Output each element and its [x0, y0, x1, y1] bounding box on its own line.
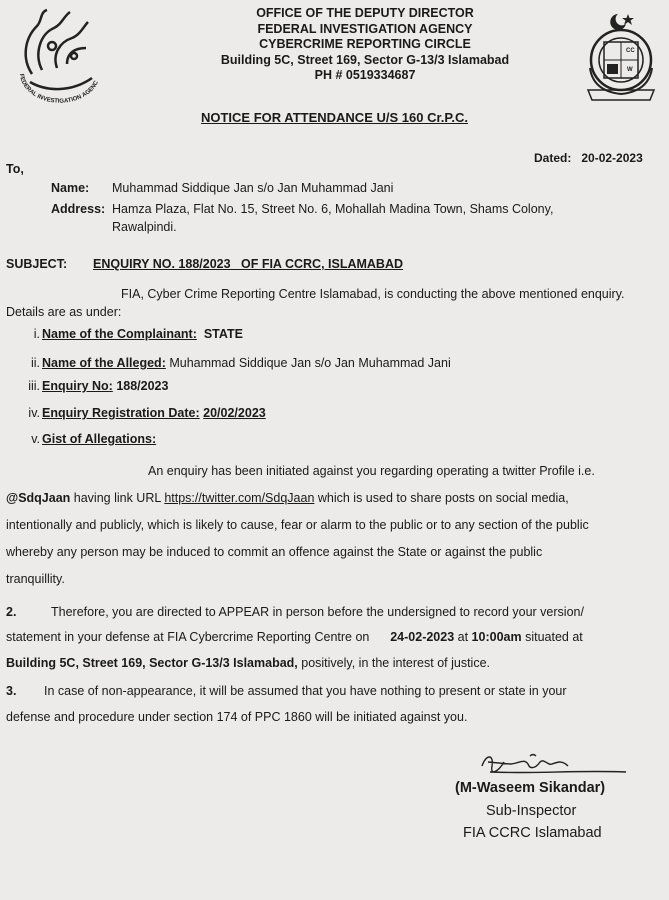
- detail-num: i.: [33, 327, 40, 341]
- signature-scribble-icon: [470, 748, 630, 784]
- address-label: Address:: [51, 202, 106, 216]
- appearance-location: Building 5C, Street 169, Sector G-13/3 Islamabad,: [6, 656, 298, 670]
- dated-value: 20-02-2023: [581, 151, 643, 165]
- detail-value: 20/02/2023: [203, 406, 266, 420]
- intro-line-1: FIA, Cyber Crime Reporting Centre Islamabad, is conducting the above mentioned enquiry.: [121, 287, 625, 301]
- para-3-line-1: In case of non-appearance, it will be assumed that you have nothing to present or state in your: [44, 684, 567, 698]
- gist-line-3: intentionally and publicly, which is likely to cause, fear or alarm to the public or to any section of the public: [6, 518, 589, 532]
- twitter-url-link[interactable]: https://twitter.com/SdqJaan: [164, 491, 315, 505]
- gist-line-5: tranquillity.: [6, 572, 65, 586]
- detail-num: v.: [31, 432, 40, 446]
- detail-label: Name of the Complainant:: [42, 327, 197, 341]
- detail-label: Enquiry No:: [42, 379, 113, 393]
- para-2-text: positively, in the interest of justice.: [297, 656, 490, 670]
- gist-text: having link URL: [70, 491, 165, 505]
- header-line-3: CYBERCRIME REPORTING CIRCLE: [259, 37, 471, 51]
- gist-text: which is used to share posts on social media,: [314, 491, 569, 505]
- para-3-line-2: defense and procedure under section 174 of PPC 1860 will be initiated against you.: [6, 710, 468, 724]
- dated-line: [534, 151, 643, 165]
- gist-line-1: An enquiry has been initiated against you regarding operating a twitter Profile i.e.: [148, 464, 595, 478]
- detail-value: Muhammad Siddique Jan s/o Jan Muhammad Jani: [169, 356, 451, 370]
- ccw-crest-icon: [582, 8, 660, 104]
- dated-label: Dated:: [534, 151, 572, 165]
- detail-value: 188/2023: [116, 379, 169, 393]
- left-seal-text: FEDERAL INVESTIGATION AGENC: [17, 73, 100, 104]
- detail-value: STATE: [203, 327, 243, 341]
- detail-num: iii.: [28, 379, 40, 393]
- fia-seal-icon: [12, 4, 104, 104]
- detail-complainant: [0, 327, 243, 341]
- name-value: Muhammad Siddique Jan s/o Jan Muhammad Jani: [112, 181, 394, 195]
- subject-label: SUBJECT:: [6, 257, 68, 271]
- address-line-1: Hamza Plaza, Flat No. 15, Street No. 6, Mohallah Madina Town, Shams Colony,: [112, 202, 554, 216]
- signatory-office: FIA CCRC Islamabad: [463, 825, 602, 841]
- signatory-designation: Sub-Inspector: [486, 803, 577, 819]
- subject-value: ENQUIRY NO. 188/2023 OF FIA CCRC, ISLAMABAD: [93, 257, 404, 271]
- para-2-number: 2.: [6, 605, 17, 619]
- detail-enquiry-no: [0, 379, 168, 393]
- header-line-1: OFFICE OF THE DEPUTY DIRECTOR: [256, 6, 474, 20]
- appearance-date: 24-02-2023: [390, 630, 455, 644]
- letterhead: [210, 6, 520, 84]
- svg-text:W: W: [627, 67, 633, 73]
- para-2-line-3: [6, 656, 490, 670]
- para-2-text: situated at: [521, 630, 583, 644]
- intro-line-2: Details are as under:: [6, 305, 122, 319]
- para-2-text: at: [454, 630, 472, 644]
- para-2-line-1: Therefore, you are directed to APPEAR in person before the undersigned to record your version/: [51, 605, 584, 619]
- twitter-handle: @SdqJaan: [6, 491, 71, 505]
- para-3-number: 3.: [6, 684, 17, 698]
- detail-registration-date: [0, 406, 266, 420]
- detail-label: Name of the Alleged:: [42, 356, 166, 370]
- name-label: Name:: [51, 181, 90, 195]
- appearance-time: 10:00am: [471, 630, 522, 644]
- svg-text:CC: CC: [626, 48, 635, 54]
- header-line-5: PH # 0519334687: [314, 68, 416, 82]
- detail-num: ii.: [30, 356, 40, 370]
- para-2-text: statement in your defense at FIA Cybercrime Reporting Centre on: [6, 630, 370, 644]
- signatory-name: (M-Waseem Sikandar): [455, 780, 606, 796]
- gist-paragraph: [6, 458, 642, 593]
- notice-title: NOTICE FOR ATTENDANCE U/S 160 Cr.P.C.: [200, 110, 469, 125]
- header-line-2: FEDERAL INVESTIGATION AGENCY: [257, 21, 473, 36]
- detail-label: Gist of Allegations:: [42, 432, 157, 446]
- header-line-4: Building 5C, Street 169, Sector G-13/3 Islamabad: [220, 52, 510, 67]
- gist-line-4: whereby any person may be induced to commit an offence against the State or against the public: [6, 545, 543, 559]
- detail-alleged: [0, 356, 451, 370]
- detail-num: iv.: [28, 406, 40, 420]
- detail-label: Enquiry Registration Date:: [42, 406, 200, 420]
- para-2-line-2: [6, 630, 583, 644]
- gist-line-2: [6, 485, 642, 512]
- address-line-2: Rawalpindi.: [112, 220, 177, 234]
- to-label: To,: [6, 162, 24, 176]
- detail-gist: [0, 432, 156, 446]
